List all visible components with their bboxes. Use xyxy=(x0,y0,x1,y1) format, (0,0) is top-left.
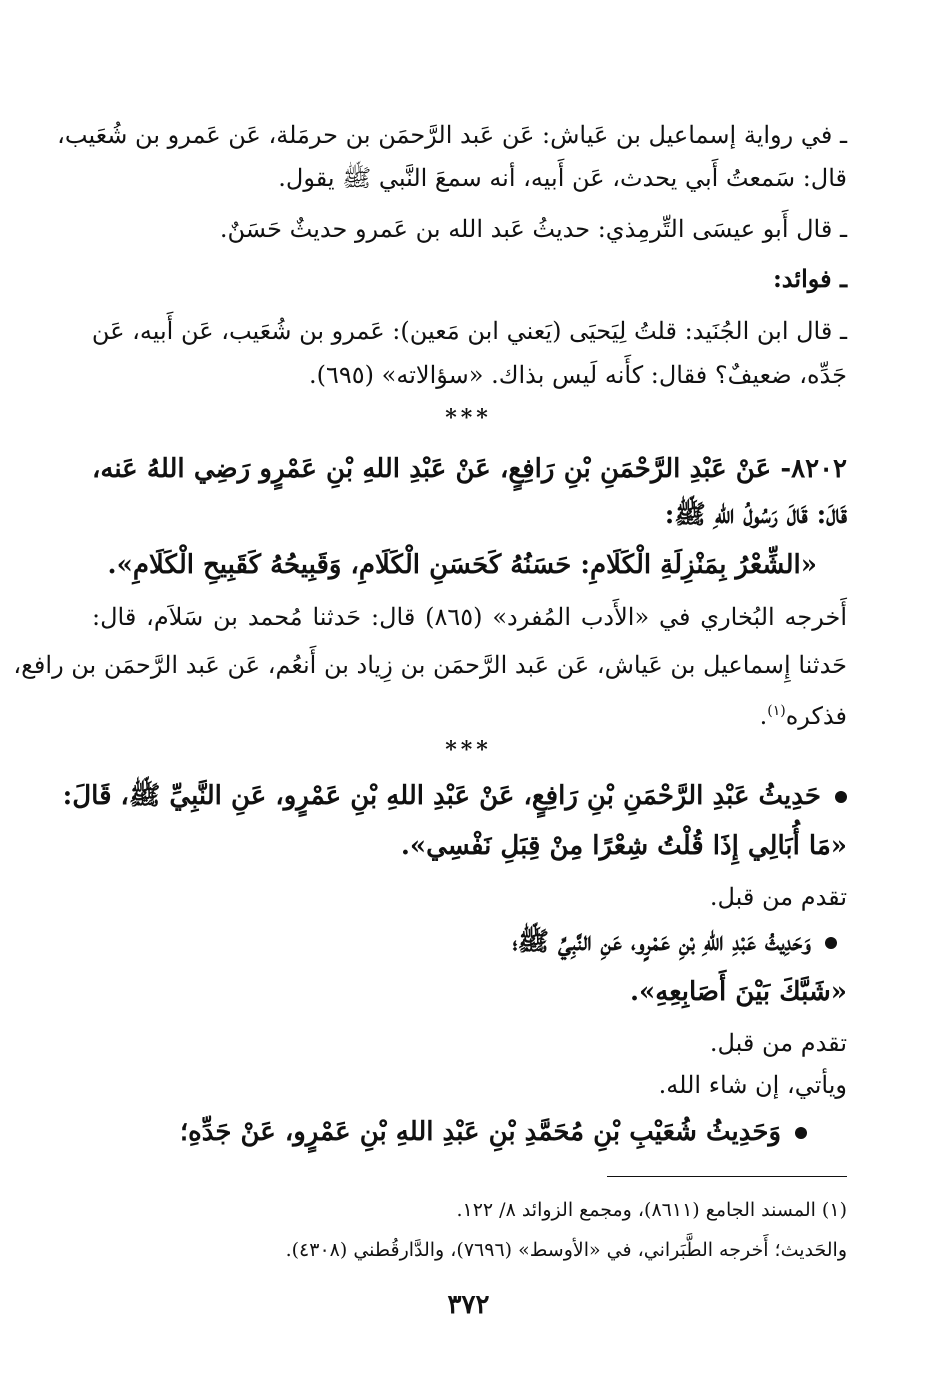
bullet-item xyxy=(52,1114,807,1150)
text-span: . xyxy=(759,702,768,730)
footnote-marker: (١) xyxy=(767,703,786,719)
footnote: والحَديث؛ أَخرجه الطَّبَراني، في «الأوسط» (٧٦٩٦)، والدَّارقُطني (٤٣٠٨). xyxy=(285,1239,847,1261)
text-line xyxy=(92,694,847,733)
text-line: تقدم من قبل. xyxy=(709,1029,847,1057)
bullet-icon xyxy=(825,937,837,949)
hadith-text: «مَا أُبَالِي إِذَا قُلْتُ شِعْرًا مِنْ قِبَلِ نَفْسِي». xyxy=(400,831,847,861)
hadith-line: قَالَ: قَالَ رَسُولُ اللهِ ﷺ: xyxy=(664,500,847,530)
hadith-text: «الشِّعْرُ بِمَنْزِلَةِ الْكَلَامِ: حَسَنُهُ كَحَسَنِ الْكَلَامِ، وَقَبِيحُهُ كَقَبِيحِ الْكَلَامِ». xyxy=(107,550,817,580)
text-line: جَدِّه، ضعيفٌ؟ فقال: كأَنه لَيس بذاك. «سؤالاته» (٦٩٥). xyxy=(309,361,847,389)
text-line: ـ قال أَبو عيسَى التِّرمِذي: حديثُ عَبد الله بن عَمرو حديثٌ حَسَنٌ. xyxy=(219,215,847,243)
hadith-text: «شَبَّكَ بَيْنَ أَصَابِعِهِ». xyxy=(629,977,847,1007)
text-line: أَخرجه البُخاري في «الأَدب المُفرد» (٨٦٥) قال: حَدثنا مُحمد بن سَلاَم، قال: xyxy=(92,603,847,631)
bullet-icon xyxy=(795,1127,807,1139)
text-line: ويأتي، إن شاء الله. xyxy=(658,1071,847,1099)
footnote: (١) المسند الجامع (٨٦١١)، ومجمع الزوائد ٨/ ١٢٢. xyxy=(456,1199,847,1221)
bullet-text: حَدِيثُ عَبْدِ الرَّحْمَنِ بْنِ رَافِعٍ، عَنْ عَبْدِ اللهِ بْنِ عَمْرٍو، عَنِ النَّبِيِّ ﷺ، قَالَ: xyxy=(62,781,821,811)
text-line: تقدم من قبل. xyxy=(709,883,847,911)
text-span: فذكره xyxy=(785,702,847,730)
section-separator: *** xyxy=(445,405,492,431)
footnote-divider xyxy=(607,1176,847,1177)
text-line: ـ في رواية إسماعيل بن عَياش: عَن عَبد الرَّحمَن بن حرمَلة، عَن عَمرو بن شُعَيب، xyxy=(57,121,847,149)
bullet-text: وَحَدِيثُ شُعَيْبِ بْنِ مُحَمَّدِ بْنِ عَبْدِ اللهِ بْنِ عَمْرٍو، عَنْ جَدِّهِ؛ xyxy=(179,1117,781,1147)
section-heading: ـ فوائد: xyxy=(772,264,847,293)
bullet-item xyxy=(82,924,837,960)
bullet-icon xyxy=(835,791,847,803)
text-line: قال: سَمعتُ أَبي يحدث، عَن أَبيه، أنه سمعَ النَّبي ﷺ يقول. xyxy=(278,164,847,192)
bullet-item xyxy=(62,778,847,814)
text-line: حَدثنا إِسماعيل بن عَياش، عَن عَبد الرَّحمَن بن زِياد بن أَنعُم، عَن عَبد الرَّحمَن بن رافع، xyxy=(13,651,847,679)
hadith-line: ٨٢٠٢- عَنْ عَبْدِ الرَّحْمَنِ بْنِ رَافِعٍ، عَنْ عَبْدِ اللهِ بْنِ عَمْرٍو رَضِي اللهُ عَنه، xyxy=(92,454,847,484)
text-line: ـ قال ابن الجُنَيد: قلتُ لِيَحيَى (يَعني ابن مَعين): عَمرو بن شُعَيب، عَن أَبيه، عَن xyxy=(91,317,847,345)
page-number: ٣٧٢ xyxy=(447,1290,490,1320)
section-separator: *** xyxy=(445,737,492,763)
bullet-text: وَحَدِيثُ عَبْدِ اللهِ بْنِ عَمْرٍو، عَنِ النَّبِيِّ ﷺ؛ xyxy=(512,927,811,957)
